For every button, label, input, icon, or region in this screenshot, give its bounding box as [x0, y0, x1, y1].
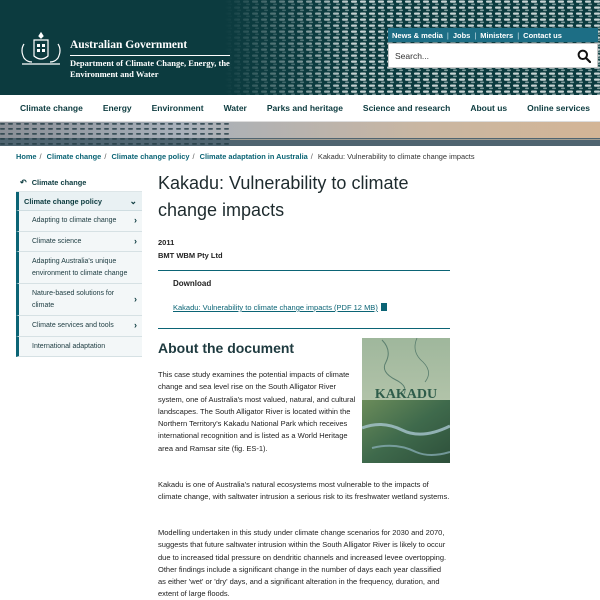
chevron-right-icon: ›	[134, 320, 137, 330]
breadcrumb	[16, 152, 475, 161]
chevron-right-icon: ›	[134, 215, 137, 225]
breadcrumb-climate-policy[interactable]: Climate change policy	[111, 152, 190, 161]
chevron-down-icon: ⌄	[129, 195, 137, 206]
separator: /	[104, 152, 107, 161]
nav-environment[interactable]: Environment	[151, 103, 204, 113]
nav-energy[interactable]: Energy	[102, 103, 132, 113]
nav-science-research[interactable]: Science and research	[362, 103, 451, 113]
sidebar-item-climate-science[interactable]	[16, 232, 142, 253]
download-heading: Download	[173, 279, 212, 288]
main-nav	[0, 95, 600, 122]
pdf-file-icon	[381, 303, 387, 311]
about-heading: About the document	[158, 340, 295, 356]
page-title: Kakadu: Vulnerability to climate change impacts	[158, 173, 409, 220]
logo-divider	[70, 55, 230, 56]
separator: |	[446, 30, 449, 40]
breadcrumb-home[interactable]: Home	[16, 152, 37, 161]
sidebar-item-label: International adaptation	[32, 342, 106, 350]
download-link-label: Kakadu: Vulnerability to climate change impacts (PDF 12 MB)	[173, 303, 378, 312]
publication-year: 2011	[158, 238, 175, 247]
gov-logo[interactable]	[16, 30, 230, 80]
sidebar-item-label: Climate services and tools	[32, 322, 114, 329]
main-content	[158, 170, 450, 224]
separator: /	[310, 152, 313, 161]
sidebar-item-international[interactable]	[16, 337, 142, 358]
news-media-link[interactable]: News & media	[392, 30, 443, 40]
sidebar-item-label: Nature-based solutions for climate	[32, 290, 115, 309]
publication-meta	[158, 236, 223, 262]
jobs-link[interactable]: Jobs	[452, 30, 471, 40]
breadcrumb-current: Kakadu: Vulnerability to climate change impacts	[317, 152, 475, 161]
nav-online-services[interactable]: Online services	[527, 103, 590, 113]
chevron-right-icon: ›	[134, 235, 137, 246]
nav-about-us[interactable]: About us	[470, 103, 508, 113]
about-paragraph-1b: Kakadu is one of Australia's natural ecosystems most vulnerable to the impacts of climate change, with saltwater intrusion a serious risk to its freshwater wetland systems.	[158, 480, 450, 502]
separator: /	[192, 152, 195, 161]
search-input[interactable]	[389, 44, 569, 67]
sidebar-parent-label: Climate change policy	[24, 196, 103, 206]
sidebar-item-label: Climate science	[32, 237, 82, 245]
sidebar-item-climate-services[interactable]	[16, 316, 142, 337]
ministers-link[interactable]: Ministers	[480, 30, 514, 40]
chevron-right-icon: ›	[134, 293, 137, 304]
download-panel	[158, 270, 450, 329]
nav-water[interactable]: Water	[223, 103, 247, 113]
sidebar-item-unique-environment[interactable]	[16, 252, 142, 284]
separator: /	[39, 152, 42, 161]
sidebar-parent-climate-policy[interactable]	[16, 192, 142, 211]
coat-of-arms-icon	[16, 30, 66, 70]
publication-author: BMT WBM Pty Ltd	[158, 251, 223, 260]
hero-banner	[0, 122, 600, 146]
sidebar-item-nature-based[interactable]	[16, 284, 142, 316]
breadcrumb-climate-adaptation[interactable]: Climate adaptation in Australia	[199, 152, 308, 161]
sidebar	[16, 174, 142, 357]
about-paragraph-1: This case study examines the potential impacts of climate change and sea level rise on the South Alligator River system, one of Australia's most valued, natural, and cultural landscapes. The South Alligator River is located within the Northern Territory's Kakadu National Park which receives international recognition and is listed as a World Heritage area and Ramsar site (fig. ES-1).	[158, 370, 356, 453]
download-pdf-link[interactable]	[173, 303, 387, 312]
separator: |	[474, 30, 477, 40]
nav-parks-heritage[interactable]: Parks and heritage	[266, 103, 343, 113]
cover-title: KAKADU	[374, 387, 438, 402]
sidebar-back-label: Climate change	[31, 178, 87, 187]
sidebar-item-adapting[interactable]	[16, 211, 142, 232]
search-icon[interactable]	[577, 49, 591, 63]
breadcrumb-climate-change[interactable]: Climate change	[46, 152, 102, 161]
department-name: Department of Climate Change, Energy, the Environment and Water	[70, 58, 230, 79]
sidebar-item-label: Adapting to climate change	[32, 217, 117, 224]
document-cover-image	[362, 338, 450, 463]
site-header	[0, 0, 600, 95]
about-paragraph-2: Modelling undertaken in this study under climate change scenarios for 2030 and 2070, suggests that future saltwater intrusion within the South Alligator River is likely to occur due to increased tidal pressure on dendritic channels and increased levee overtopping. Other findings include a significant change in the number of days each year classified as either 'wet' or 'dry' days, and a significant alteration in the frequency, duration, and extent of large floods.	[158, 528, 447, 599]
separator: |	[517, 30, 520, 40]
search-box	[388, 43, 598, 68]
nav-climate-change[interactable]: Climate change	[20, 103, 83, 113]
sidebar-back-link[interactable]	[16, 174, 142, 192]
back-arrow-icon: ↶	[20, 178, 27, 187]
sidebar-item-label: Adapting Australia's unique environment to climate change	[32, 258, 128, 277]
utility-links	[388, 28, 598, 42]
gov-title: Australian Government	[70, 39, 188, 51]
contact-us-link[interactable]: Contact us	[523, 30, 562, 40]
